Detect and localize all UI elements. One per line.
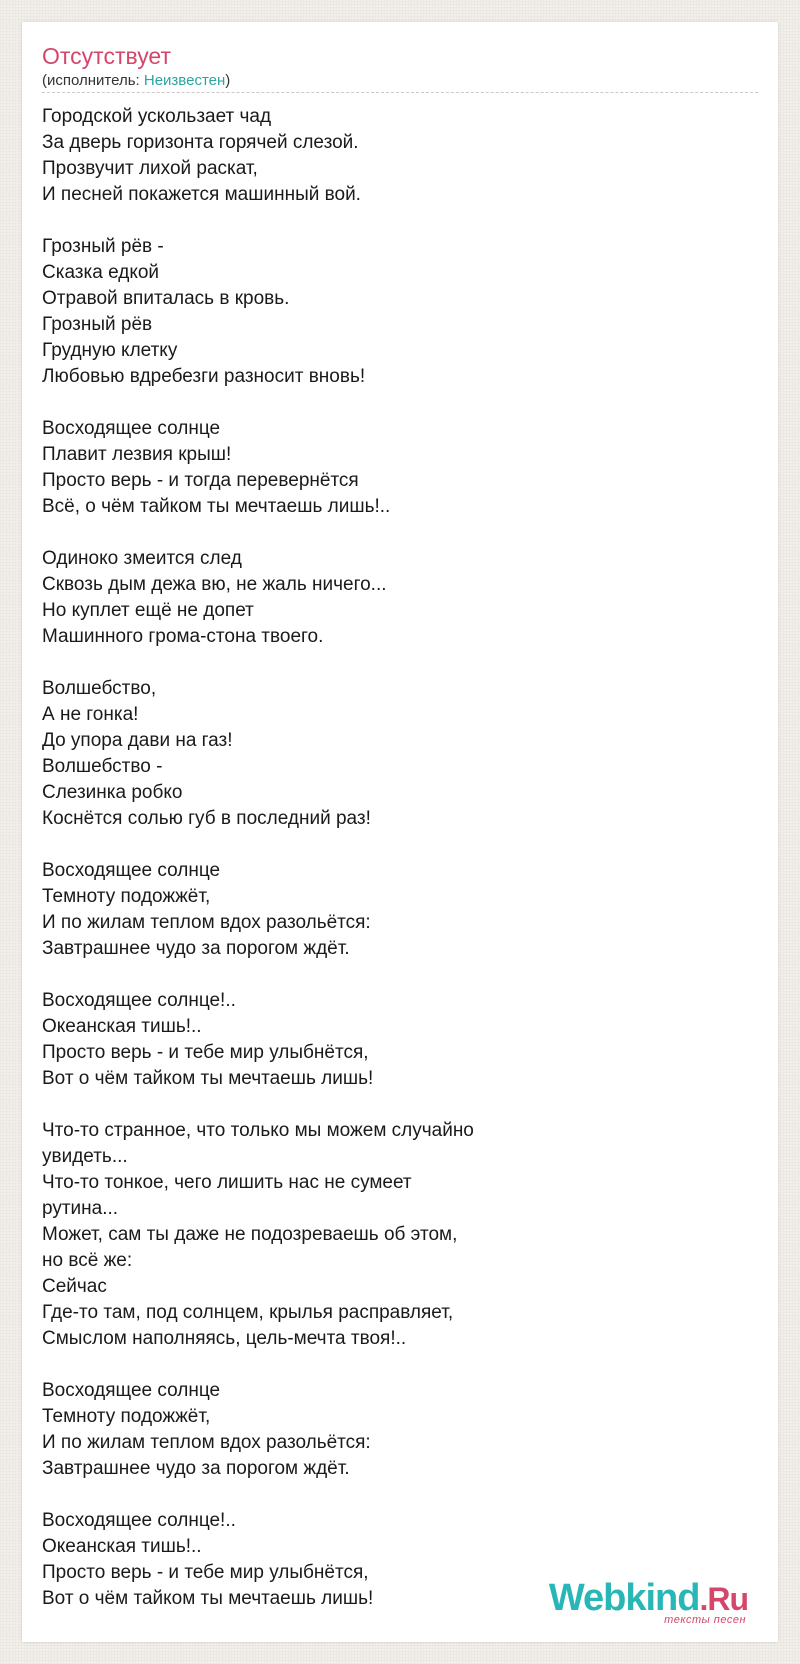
artist-suffix: ) xyxy=(225,72,231,89)
lyrics-line: Плавит лезвия крыш! xyxy=(42,444,232,465)
lyrics-line: Восходящее солнце xyxy=(42,860,221,881)
lyrics-line: увидеть... xyxy=(42,1146,128,1167)
site-logo[interactable] xyxy=(548,1577,748,1626)
lyrics-line: Океанская тишь!.. xyxy=(42,1016,202,1037)
lyrics-line: И песней покажется машинный вой. xyxy=(42,184,361,205)
lyrics-line: До упора дави на газ! xyxy=(42,730,233,751)
lyrics-line: Грудную клетку xyxy=(42,340,178,361)
lyrics-line: Темноту подожжёт, xyxy=(42,886,211,907)
lyrics-line: Восходящее солнце!.. xyxy=(42,1510,236,1531)
song-title: Отсутствует xyxy=(42,43,171,69)
lyrics-line: Завтрашнее чудо за порогом ждёт. xyxy=(42,1458,350,1479)
lyrics-stanza xyxy=(42,104,602,208)
lyrics-stanza xyxy=(42,1508,602,1612)
lyrics-line: Всё, о чём тайком ты мечтаешь лишь!.. xyxy=(42,496,391,517)
lyrics-line: Отравой впиталась в кровь. xyxy=(42,288,290,309)
lyrics-line: Прозвучит лихой раскат, xyxy=(42,158,258,179)
lyrics-line: Слезинка робко xyxy=(42,782,183,803)
artist-line xyxy=(42,72,230,90)
lyrics-line: Одиноко змеится след xyxy=(42,548,242,569)
lyrics-line: но всё же: xyxy=(42,1250,133,1271)
lyrics-line: Грозный рёв xyxy=(42,314,153,335)
lyrics-line: Коснётся солью губ в последний раз! xyxy=(42,808,371,829)
lyrics-line: И по жилам теплом вдох разольётся: xyxy=(42,912,371,933)
logo-main: Webkind xyxy=(548,1577,700,1619)
lyrics-body xyxy=(42,104,602,1638)
lyrics-line: Просто верь - и тебе мир улыбнётся, xyxy=(42,1042,369,1063)
lyrics-line: Волшебство, xyxy=(42,678,157,699)
lyrics-line: Вот о чём тайком ты мечтаешь лишь! xyxy=(42,1588,374,1609)
lyrics-line: Просто верь - и тогда перевернётся xyxy=(42,470,359,491)
lyrics-line: Смыслом наполняясь, цель-мечта твоя!.. xyxy=(42,1328,407,1349)
lyrics-line: Городской ускользает чад xyxy=(42,106,272,127)
header-divider xyxy=(42,92,758,93)
lyrics-stanza xyxy=(42,416,602,520)
lyrics-line: Что-то странное, что только мы можем случайно xyxy=(42,1120,474,1141)
lyrics-line: Сквозь дым дежа вю, не жаль ничего... xyxy=(42,574,387,595)
lyrics-line: рутина... xyxy=(42,1198,119,1219)
lyrics-line: Вот о чём тайком ты мечтаешь лишь! xyxy=(42,1068,374,1089)
lyrics-line: Просто верь - и тебе мир улыбнётся, xyxy=(42,1562,369,1583)
lyrics-line: Волшебство - xyxy=(42,756,163,777)
lyrics-line: Восходящее солнце xyxy=(42,1380,221,1401)
lyrics-line: Но куплет ещё не допет xyxy=(42,600,254,621)
lyrics-stanza xyxy=(42,1118,602,1352)
lyrics-line: А не гонка! xyxy=(42,704,139,725)
lyrics-line: Завтрашнее чудо за порогом ждёт. xyxy=(42,938,350,959)
artist-prefix: (исполнитель: xyxy=(42,72,144,89)
lyrics-line: Темноту подожжёт, xyxy=(42,1406,211,1427)
lyrics-line: И по жилам теплом вдох разольётся: xyxy=(42,1432,371,1453)
lyrics-line: Сказка едкой xyxy=(42,262,160,283)
lyrics-line: Восходящее солнце xyxy=(42,418,221,439)
lyrics-stanza xyxy=(42,676,602,832)
lyrics-line: Может, сам ты даже не подозреваешь об этом, xyxy=(42,1224,458,1245)
lyrics-stanza xyxy=(42,546,602,650)
lyrics-stanza xyxy=(42,234,602,390)
lyrics-stanza xyxy=(42,1378,602,1482)
lyrics-line: Восходящее солнце!.. xyxy=(42,990,236,1011)
lyrics-line: Где-то там, под солнцем, крылья расправляет, xyxy=(42,1302,454,1323)
lyrics-card xyxy=(22,22,778,1642)
lyrics-line: Океанская тишь!.. xyxy=(42,1536,202,1557)
lyrics-line: Что-то тонкое, чего лишить нас не сумеет xyxy=(42,1172,412,1193)
lyrics-line: Машинного грома-стона твоего. xyxy=(42,626,324,647)
lyrics-stanza xyxy=(42,988,602,1092)
lyrics-line: Любовью вдребезги разносит вновь! xyxy=(42,366,366,387)
lyrics-line: За дверь горизонта горячей слезой. xyxy=(42,132,359,153)
lyrics-stanza xyxy=(42,858,602,962)
logo-tagline: тексты песен xyxy=(664,1614,746,1626)
artist-link[interactable]: Неизвестен xyxy=(143,72,226,89)
lyrics-line: Грозный рёв - xyxy=(42,236,164,257)
logo-suffix: .Ru xyxy=(699,1581,748,1617)
logo-wordmark xyxy=(549,1578,748,1619)
lyrics-line: Сейчас xyxy=(42,1276,107,1297)
